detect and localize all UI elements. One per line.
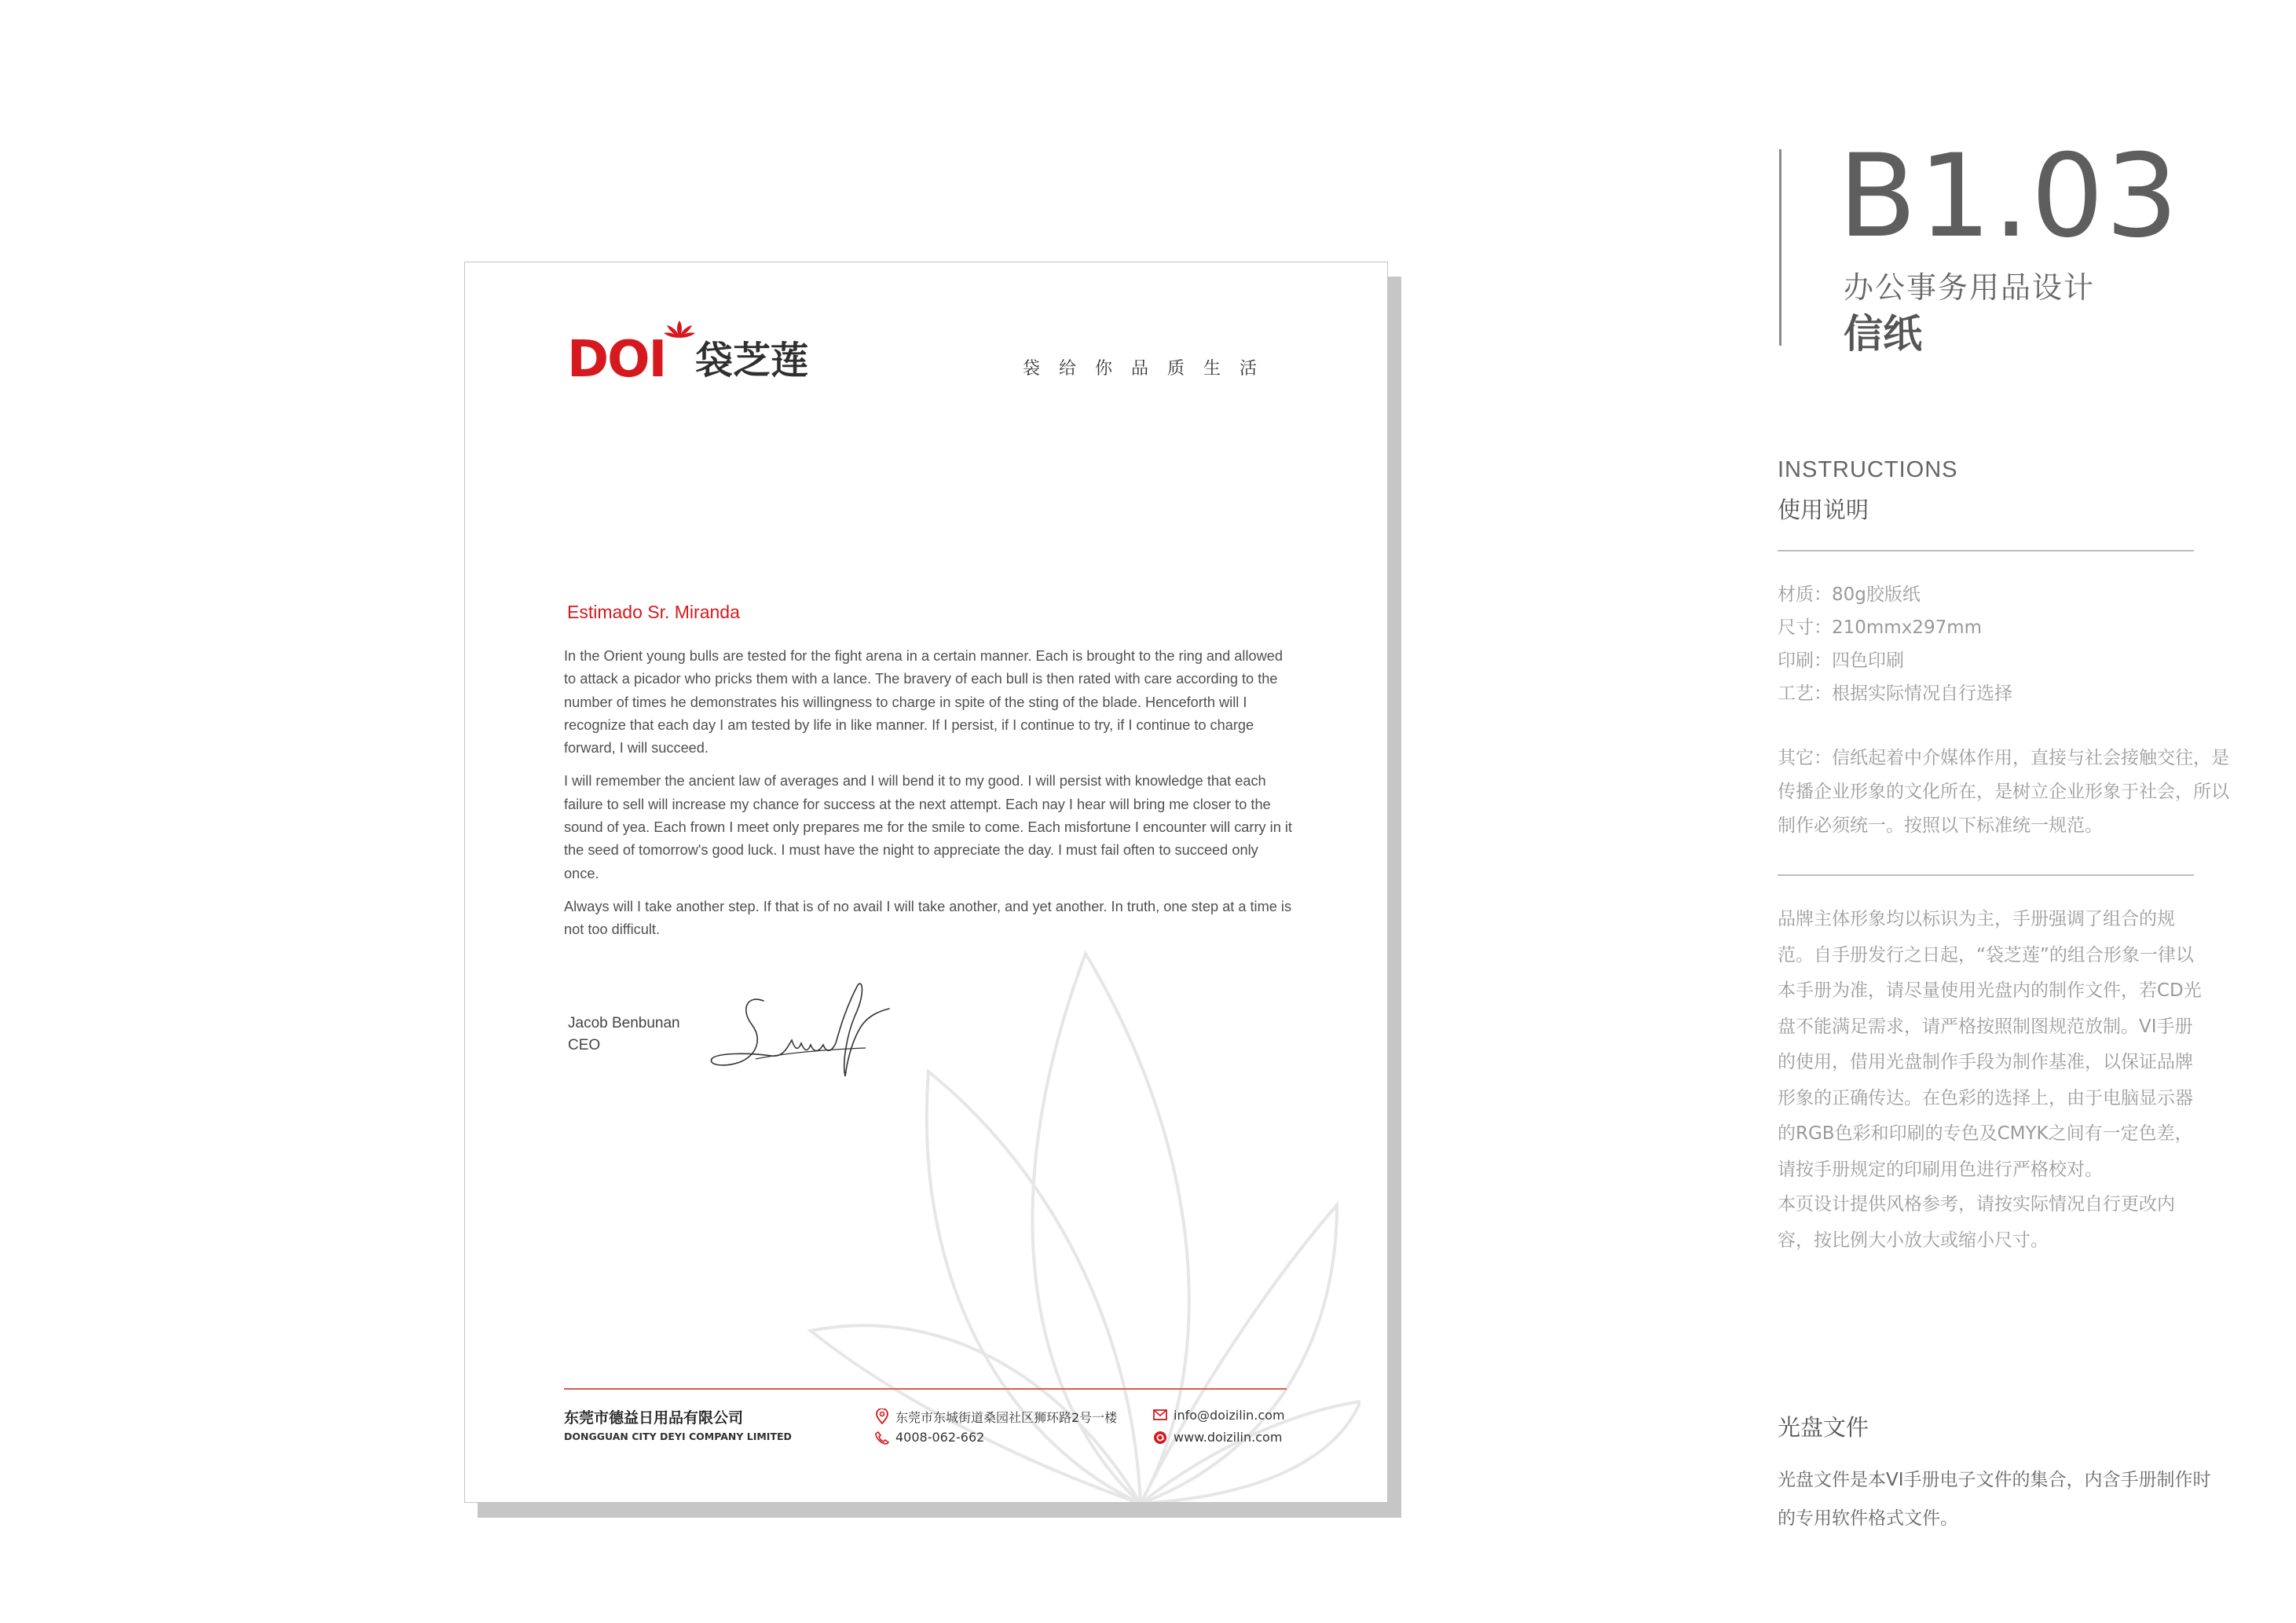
- email-text: info@doizilin.com: [1174, 1408, 1285, 1423]
- contact-phone: [875, 1430, 984, 1445]
- website-text: www.doizilin.com: [1174, 1430, 1283, 1445]
- phone-text: 4008-062-662: [895, 1430, 985, 1445]
- signer-block: [568, 1013, 680, 1057]
- page-title: 信纸: [1844, 311, 1922, 357]
- email-icon: [1153, 1409, 1167, 1421]
- header-vertical-rule: [1779, 149, 1782, 346]
- handwritten-signature: [709, 977, 897, 1079]
- contact-website: [1153, 1430, 1282, 1445]
- section-category: 办公事务用品设计: [1844, 270, 2096, 305]
- letter-body: [564, 645, 1294, 952]
- contact-email: [1153, 1408, 1285, 1423]
- spec-size: 尺寸：210mmx297mm: [1778, 617, 1983, 638]
- footer-divider: [564, 1388, 1287, 1390]
- brand-usage-note: 品牌主体形象均以标识为主，手册强调了组合的规范。自手册发行之日起，“袋芝莲”的组合形象一律以本手册为准，请尽量使用光盘内的制作文件，若CD光盘不能满足需求，请严格按照制图规范放制。VI手册的使用，借用光盘制作手段为制作基准，以保证品牌形象的正确传达。在色彩的选择上，由于电脑显示器的RGB色彩和印刷的专色及CMYK之间有一定色差，请按手册规定的印刷用色进行严格校对。: [1778, 909, 2202, 1180]
- phone-icon: [875, 1431, 889, 1445]
- logo-wordmark-chinese: 袋芝莲: [695, 339, 809, 383]
- logo-wordmark-latin: DOI: [567, 331, 666, 389]
- spec-material: 材质：80g胶版纸: [1778, 584, 1921, 605]
- disc-files-heading: 光盘文件: [1778, 1414, 1869, 1441]
- section-code: B1.03: [1838, 130, 2181, 263]
- spec-printing: 印刷：四色印刷: [1778, 650, 1904, 671]
- instructions-heading-en: INSTRUCTIONS: [1778, 457, 1958, 482]
- divider: [1778, 874, 2194, 876]
- company-name-cn: 东莞市德益日用品有限公司: [564, 1409, 744, 1427]
- slogan: 袋给你品质生活: [1023, 359, 1276, 379]
- signer-title: CEO: [568, 1037, 601, 1053]
- letter-paragraph: I will remember the ancient law of averages and I will bend it to my good. I will persist with knowledge that each failure to sell will increase my chance for success at the next attempt. Each nay I hear will bring me closer to the sound of yea. Each frown I meet only prepares me for the smile to come. Each misfortune I encounter will carry in it the seed of tomorrow's good luck. I must have the night to appreciate the day. I must fail often to succeed only once.: [564, 773, 1292, 881]
- company-logo: [567, 319, 850, 390]
- letterhead-sheet: [464, 262, 1388, 1503]
- divider: [1778, 550, 2194, 551]
- letter-paragraph: In the Orient young bulls are tested for the fight arena in a certain manner. Each is brought to the ring and allowed to attack a picador who pricks them with a lance. The bravery of each bull is then rated with care according to the number of times he demonstrates his willingness to charge in spite of the sting of the blade. Henceforth will I recognize that each day I am tested by life in like manner. If I persist, if I continue to try, if I continue to charge forward, I will succeed.: [564, 648, 1283, 757]
- web-icon: [1153, 1431, 1167, 1445]
- other-note: 其它：信纸起着中介媒体作用，直接与社会接触交往，是传播企业形象的文化所在，是树立企业形象于社会，所以制作必须统一。按照以下标准统一规范。: [1778, 748, 2229, 836]
- disc-files-text: 光盘文件是本VI手册电子文件的集合，内含手册制作时的专用软件格式文件。: [1778, 1470, 2211, 1529]
- instructions-heading-cn: 使用说明: [1778, 496, 1869, 523]
- spec-process: 工艺：根据实际情况自行选择: [1778, 683, 2012, 704]
- signer-name: Jacob Benbunan: [568, 1015, 680, 1031]
- address-text: 东莞市东城街道桑园社区狮环路2号一楼: [895, 1410, 1118, 1425]
- contact-address: [875, 1408, 1117, 1426]
- salutation: Estimado Sr. Miranda: [567, 602, 740, 622]
- company-name-en: DONGGUAN CITY DEYI COMPANY LIMITED: [564, 1431, 792, 1442]
- letter-paragraph: Always will I take another step. If that is of no avail I will take another, and yet another. In truth, one step at a time is not too difficult.: [564, 898, 1292, 938]
- lotus-flower-icon: [664, 319, 695, 341]
- location-pin-icon: [875, 1409, 889, 1424]
- reference-note: 本页设计提供风格参考，请按实际情况自行更改内容，按比例大小放大或缩小尺寸。: [1778, 1194, 2175, 1251]
